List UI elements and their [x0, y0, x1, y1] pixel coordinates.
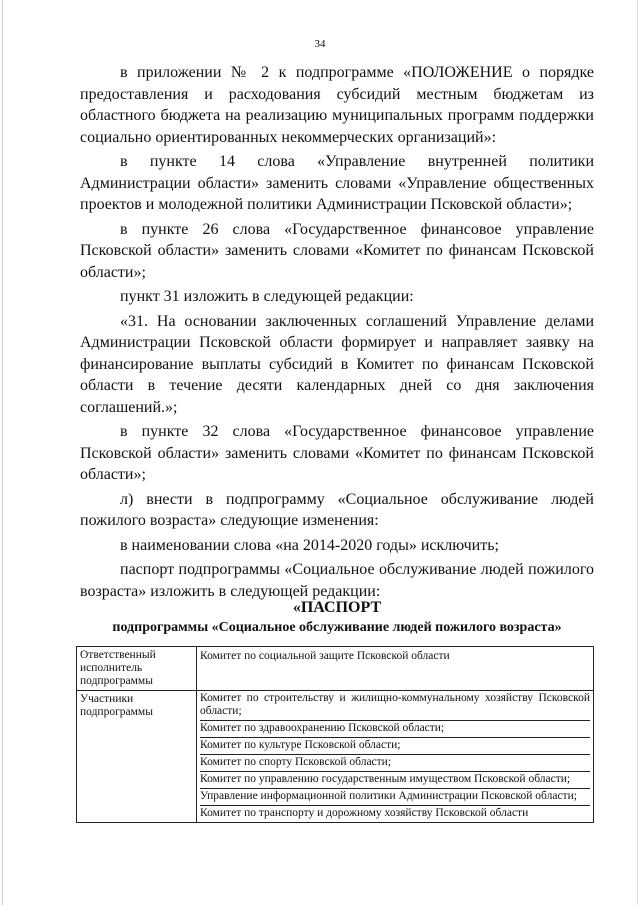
body-text [80, 62, 594, 605]
list-item: Управление информационной политики Администрации Псковской области; [200, 789, 590, 806]
table-row [77, 647, 594, 691]
paragraph: в приложении № 2 к подпрограмме «ПОЛОЖЕНИЕ о порядке предоставления и расходования субсидий местным бюджетам из областного бюджета на реализацию муниципальных программ поддержки социально ориентированных некоммерческих организаций»: [80, 64, 594, 146]
passport-subtitle: подпрограммы «Социальное обслуживание людей пожилого возраста» [112, 620, 562, 635]
paragraph: в пункте 26 слова «Государственное финансовое управление Псковской области» заменить словами «Комитет по финансам Псковской области»; [80, 220, 594, 281]
list-item: Комитет по культуре Псковской области; [200, 738, 590, 755]
paragraph: в пункте 14 слова «Управление внутренней политики Администрации области» заменить словами «Управление общественных проектов и молодежной политики Администрации Псковской области»; [80, 153, 594, 213]
row-value [197, 647, 594, 691]
list-item: Комитет по строительству и жилищно-коммунальному хозяйству Псковской области; [200, 691, 590, 721]
row-value [197, 691, 594, 823]
paragraph: пункт 31 изложить в следующей редакции: [120, 288, 414, 305]
paragraph: в наименовании слова «на 2014-2020 годы» исключить; [120, 536, 499, 554]
passport-table [76, 646, 594, 823]
page-number: 34 [314, 38, 326, 50]
row-label: Участники подпрограммы [77, 691, 197, 823]
list-item: Комитет по социальной защите Псковской области [200, 650, 450, 662]
row-label: Ответственный исполнитель подпрограммы [77, 647, 197, 691]
list-item: Комитет по управлению государственным имуществом Псковской области; [200, 772, 590, 789]
paragraph: паспорт подпрограммы «Социальное обслуживание людей пожилого возраста» изложить в следующей редакции: [80, 561, 594, 600]
table-row [77, 691, 594, 823]
scan-edge-left [2, 0, 3, 905]
paragraph: в пункте 32 слова «Государственное финансовое управление Псковской области» заменить словами «Комитет по финансам Псковской области»; [80, 423, 594, 483]
passport-title: «ПАСПОРТ [292, 599, 382, 616]
list-item: Комитет по спорту Псковской области; [200, 755, 590, 772]
list-item: Комитет по здравоохранению Псковской области; [200, 721, 590, 738]
paragraph: л) внести в подпрограмму «Социальное обслуживание людей пожилого возраста» следующие изменения: [80, 490, 594, 529]
list-item: Комитет по транспорту и дорожному хозяйству Псковской области [200, 807, 529, 819]
scan-edge-right [637, 0, 638, 905]
paragraph: «31. На основании заключенных соглашений Управление делами Администрации Псковской области формирует и направляет заявку на финансирование выплаты субсидий в Комитет по финансам Псковской области в течение десяти календарных дней со дня заключения соглашений.»; [80, 312, 594, 416]
